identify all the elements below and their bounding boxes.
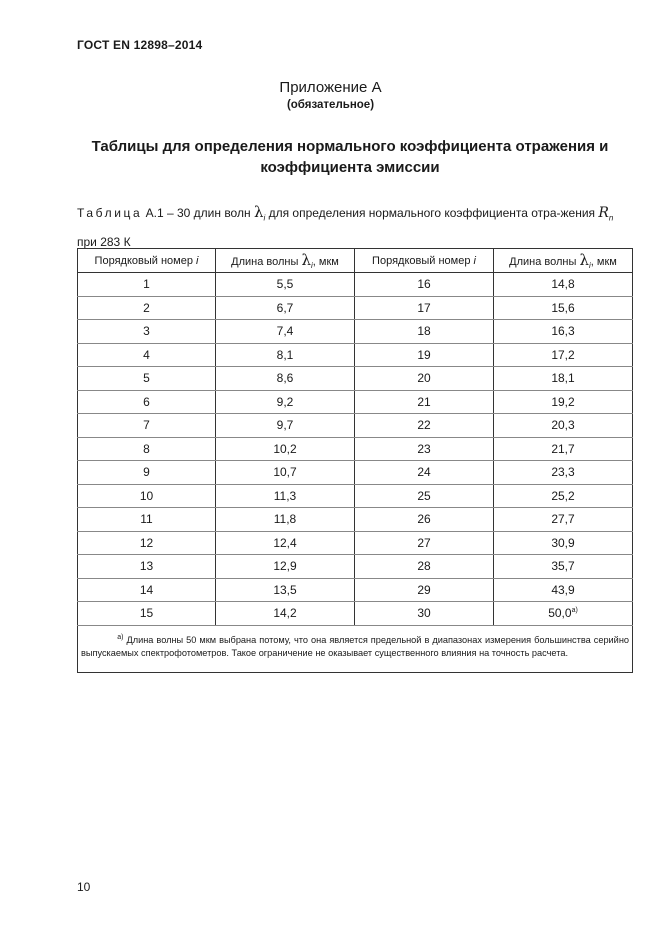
cell-wavelength: 8,6 xyxy=(216,367,355,391)
cell-wavelength: 11,8 xyxy=(216,508,355,532)
table-row xyxy=(78,461,633,485)
cell-index: 1 xyxy=(78,273,216,297)
table-row xyxy=(78,390,633,414)
document-id: ГОСТ EN 12898–2014 xyxy=(77,38,203,52)
appendix-title: Приложение А xyxy=(279,79,382,96)
wavelength-table xyxy=(77,248,633,673)
table-row xyxy=(78,602,633,626)
table-footnote xyxy=(78,625,633,672)
table-row xyxy=(78,320,633,344)
caption-text-1: А.1 – 30 длин волн xyxy=(145,206,251,220)
cell-index: 15 xyxy=(78,602,216,626)
cell-wavelength: 12,9 xyxy=(216,555,355,579)
cell-wavelength: 14,2 xyxy=(216,602,355,626)
cell-wavelength: 5,5 xyxy=(216,273,355,297)
cell-wavelength: 35,7 xyxy=(494,555,633,579)
header-wavelength-1: Длина волны $\lambda_i$, мкм xyxy=(216,249,355,273)
table-row xyxy=(78,555,633,579)
cell-index: 21 xyxy=(355,390,494,414)
section-title: Таблицы для определения нормального коэффициента отражения и коэффициента эмиссии xyxy=(91,138,609,176)
cell-index: 5 xyxy=(78,367,216,391)
cell-index: 23 xyxy=(355,437,494,461)
cell-wavelength: 11,3 xyxy=(216,484,355,508)
cell-wavelength: 43,9 xyxy=(494,578,633,602)
table-row xyxy=(78,343,633,367)
cell-index: 6 xyxy=(78,390,216,414)
table-row xyxy=(78,531,633,555)
cell-wavelength: 27,7 xyxy=(494,508,633,532)
table-row xyxy=(78,414,633,438)
cell-index: 19 xyxy=(355,343,494,367)
cell-wavelength: 20,3 xyxy=(494,414,633,438)
cell-index: 7 xyxy=(78,414,216,438)
caption-r-symbol: R xyxy=(598,205,609,221)
table-row xyxy=(78,578,633,602)
table-row xyxy=(78,296,633,320)
cell-index: 22 xyxy=(355,414,494,438)
cell-index: 16 xyxy=(355,273,494,297)
cell-wavelength: 10,7 xyxy=(216,461,355,485)
cell-index: 4 xyxy=(78,343,216,367)
cell-index: 11 xyxy=(78,508,216,532)
caption-lambda-symbol: λ xyxy=(253,203,264,221)
table-row xyxy=(78,437,633,461)
cell-wavelength: 6,7 xyxy=(216,296,355,320)
cell-index: 14 xyxy=(78,578,216,602)
cell-wavelength: 9,7 xyxy=(216,414,355,438)
table-header-row xyxy=(78,249,633,273)
table-row xyxy=(78,367,633,391)
note-mark: а) xyxy=(571,607,578,615)
cell-index: 20 xyxy=(355,367,494,391)
table-row xyxy=(78,484,633,508)
cell-index: 30 xyxy=(355,602,494,626)
cell-wavelength: 12,4 xyxy=(216,531,355,555)
table-row xyxy=(78,508,633,532)
cell-wavelength: 8,1 xyxy=(216,343,355,367)
cell-wavelength: 15,6 xyxy=(494,296,633,320)
cell-wavelength: 25,2 xyxy=(494,484,633,508)
cell-index: 27 xyxy=(355,531,494,555)
cell-wavelength: 16,3 xyxy=(494,320,633,344)
cell-wavelength: 13,5 xyxy=(216,578,355,602)
appendix-subtitle: (обязательное) xyxy=(286,99,375,111)
footnote-text: Длина волны 50 мкм выбрана потому, что она является предельной в диапазонах измерения большинства серийно выпускаемых спектрофотометров. Такое ограничение не оказывает существенного влияния на точность расчета. xyxy=(81,634,629,658)
cell-index: 3 xyxy=(78,320,216,344)
cell-index: 29 xyxy=(355,578,494,602)
caption-text-2: для определения нормального коэффициента отра-жения xyxy=(268,206,596,220)
caption-r-sub: n xyxy=(608,213,614,223)
cell-wavelength: $50,0^{а)}$ xyxy=(494,602,633,626)
cell-wavelength: 30,9 xyxy=(494,531,633,555)
cell-index: 9 xyxy=(78,461,216,485)
cell-wavelength: 14,8 xyxy=(494,273,633,297)
cell-wavelength: 18,1 xyxy=(494,367,633,391)
cell-index: 24 xyxy=(355,461,494,485)
footnote-row xyxy=(78,625,633,672)
cell-index: 2 xyxy=(78,296,216,320)
caption-prefix: Таблица xyxy=(77,206,143,220)
cell-index: 28 xyxy=(355,555,494,579)
cell-wavelength: 23,3 xyxy=(494,461,633,485)
cell-index: 25 xyxy=(355,484,494,508)
caption-lambda-sub: i xyxy=(263,213,266,223)
cell-wavelength: 17,2 xyxy=(494,343,633,367)
page-number: 10 xyxy=(77,880,91,894)
table-row xyxy=(78,273,633,297)
caption-text-3: при 283 К xyxy=(77,235,131,250)
cell-wavelength: 7,4 xyxy=(216,320,355,344)
cell-index: 12 xyxy=(78,531,216,555)
cell-index: 18 xyxy=(355,320,494,344)
header-index-1: Порядковый номер i xyxy=(78,249,216,273)
cell-wavelength: 9,2 xyxy=(216,390,355,414)
cell-index: 8 xyxy=(78,437,216,461)
footnote-mark: а) xyxy=(117,633,124,641)
header-index-2: Порядковый номер i xyxy=(355,249,494,273)
cell-index: 13 xyxy=(78,555,216,579)
cell-index: 26 xyxy=(355,508,494,532)
cell-wavelength: 19,2 xyxy=(494,390,633,414)
cell-wavelength: 10,2 xyxy=(216,437,355,461)
cell-wavelength: 21,7 xyxy=(494,437,633,461)
header-wavelength-2: Длина волны $\lambda_i$, мкм xyxy=(494,249,633,273)
cell-index: 10 xyxy=(78,484,216,508)
cell-index: 17 xyxy=(355,296,494,320)
